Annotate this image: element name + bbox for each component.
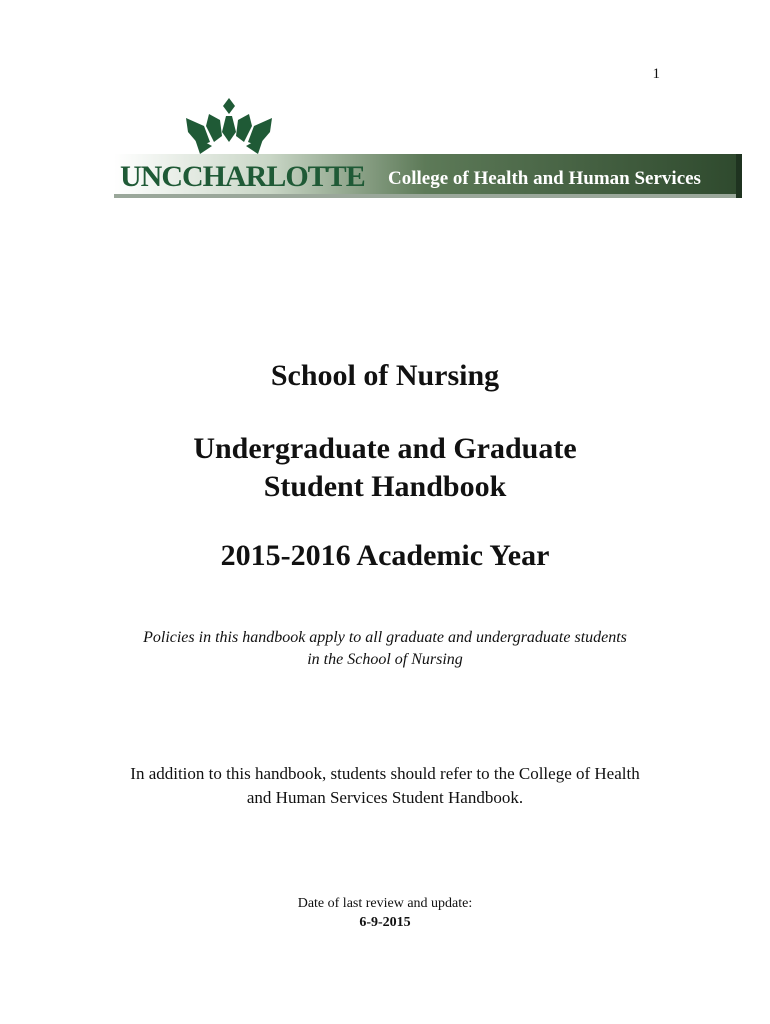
- handbook-title-line1: Undergraduate and Graduate: [193, 432, 577, 465]
- review-label: Date of last review and update:: [297, 896, 473, 911]
- policy-statement: [100, 627, 670, 671]
- handbook-title-line2: Student Handbook: [263, 470, 507, 503]
- uncc-emblem-icon: [114, 96, 744, 204]
- reference-line1: In addition to this handbook, students should refer to the College of Health: [130, 764, 640, 783]
- handbook-title: [0, 430, 770, 506]
- review-info: [0, 894, 770, 932]
- review-date: 6-9-2015: [359, 915, 411, 930]
- college-name: College of Health and Human Services: [388, 168, 701, 189]
- university-logo: [114, 96, 744, 204]
- policy-line2: in the School of Nursing: [307, 651, 463, 668]
- reference-statement: [100, 762, 670, 810]
- reference-line2: and Human Services Student Handbook.: [246, 788, 524, 807]
- university-wordmark: UNCCHARLOTTE: [120, 160, 365, 193]
- page-number: 1: [652, 66, 660, 82]
- academic-year: 2015-2016 Academic Year: [220, 539, 550, 572]
- policy-line1: Policies in this handbook apply to all graduate and undergraduate students: [143, 629, 627, 646]
- school-title: School of Nursing: [270, 359, 500, 392]
